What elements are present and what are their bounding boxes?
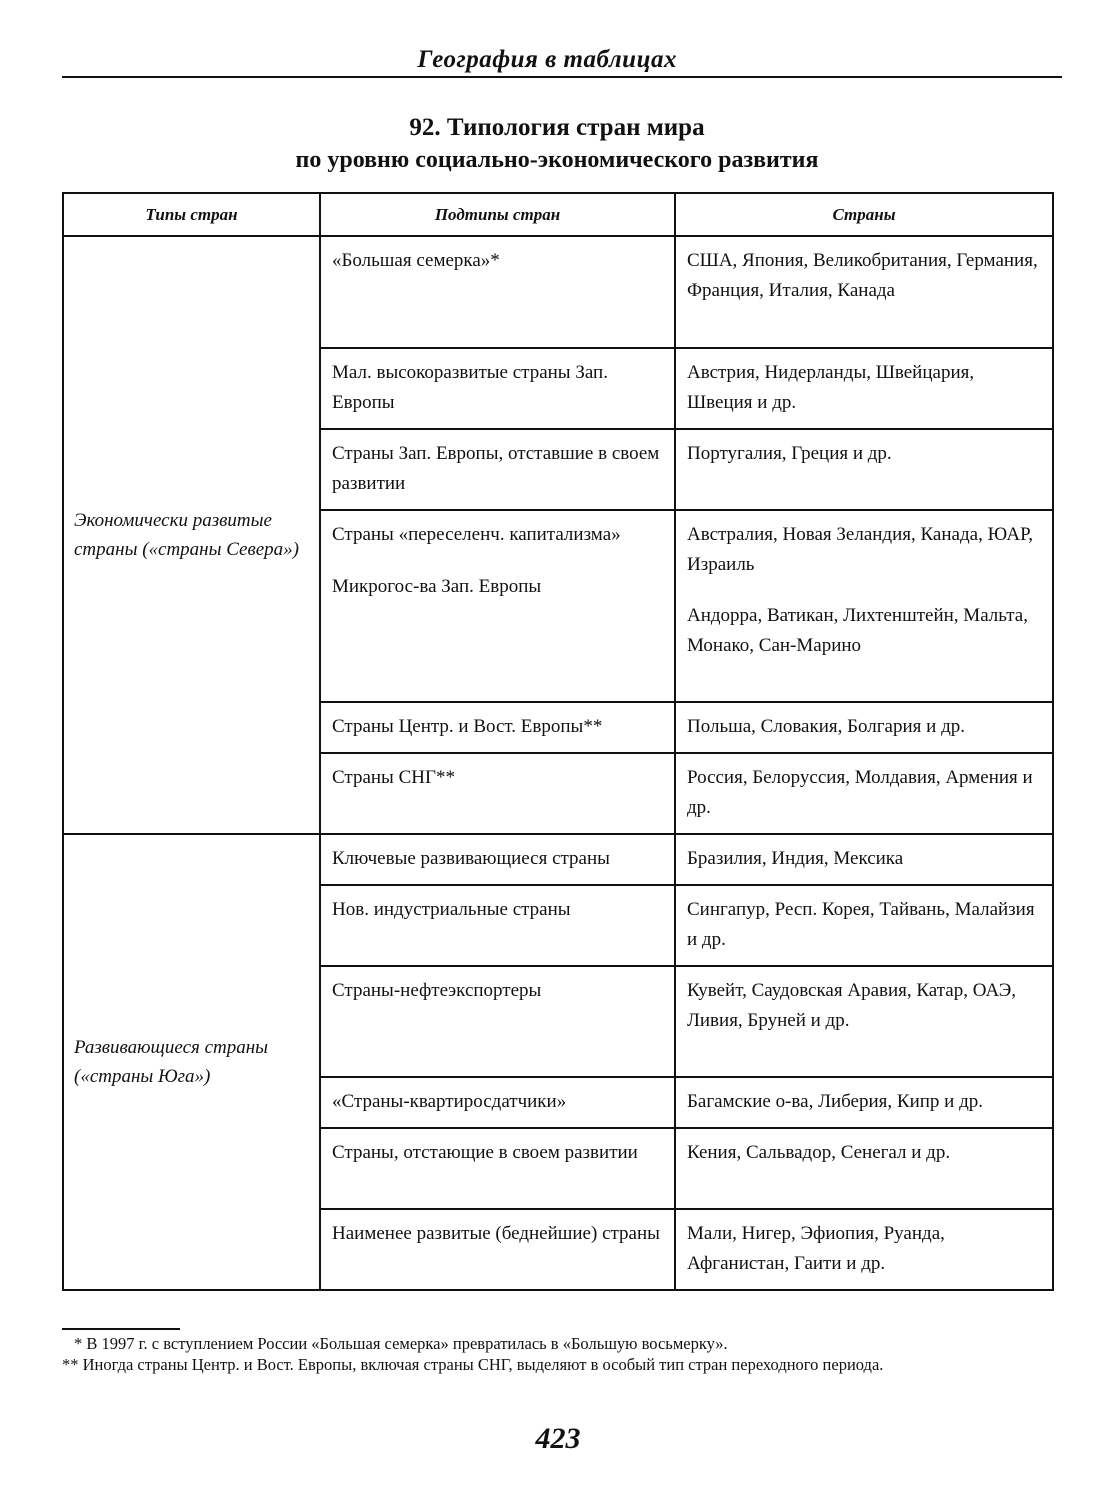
table-row bbox=[63, 236, 1053, 348]
table-header-row bbox=[63, 193, 1053, 236]
column-header-types: Типы стран bbox=[63, 193, 320, 236]
subtype-cell: Наименее развитые (беднейшие) страны bbox=[320, 1209, 675, 1290]
page-title-line-1: 92. Типология стран мира bbox=[409, 114, 705, 141]
countries-text: Андорра, Ватикан, Лихтенштейн, Мальта, Монако, Сан-Марино bbox=[687, 605, 1028, 656]
subtype-cell: Мал. высокоразвитые страны Зап. Европы bbox=[320, 348, 675, 429]
subtype-cell: Страны Зап. Европы, отставшие в своем развитии bbox=[320, 429, 675, 510]
countries-cell: Польша, Словакия, Болгария и др. bbox=[675, 702, 1053, 753]
column-header-subtypes: Подтипы стран bbox=[320, 193, 675, 236]
page-number: 423 bbox=[535, 1422, 581, 1455]
subtype-cell: Страны-нефтеэкспортеры bbox=[320, 966, 675, 1077]
countries-cell: Кения, Сальвадор, Сенегал и др. bbox=[675, 1128, 1053, 1209]
footnotes bbox=[62, 1333, 1042, 1375]
countries-cell: Бразилия, Индия, Мексика bbox=[675, 834, 1053, 885]
table-row bbox=[63, 834, 1053, 885]
countries-cell: Россия, Белоруссия, Молдавия, Армения и др. bbox=[675, 753, 1053, 834]
subtype-cell: Страны СНГ** bbox=[320, 753, 675, 834]
footnote-2: ** Иногда страны Центр. и Вост. Европы, включая страны СНГ, выделяют в особый тип стран переходного периода. bbox=[62, 1355, 884, 1374]
countries-cell bbox=[675, 510, 1053, 702]
countries-text: Австралия, Новая Зеландия, Канада, ЮАР, Израиль bbox=[687, 524, 1034, 575]
subtype-text: Микрогос-ва Зап. Европы bbox=[332, 575, 542, 597]
typology-table bbox=[62, 192, 1054, 1291]
subtype-cell: «Большая семерка»* bbox=[320, 236, 675, 348]
type-developed-countries: Экономически развитые страны («страны Севера») bbox=[63, 236, 320, 834]
subtype-cell: Страны, отстающие в своем развитии bbox=[320, 1128, 675, 1209]
subtype-text: Страны «переселенч. капитализма» bbox=[332, 524, 621, 545]
countries-cell: Багамские о-ва, Либерия, Кипр и др. bbox=[675, 1077, 1053, 1128]
type-developing-countries: Развивающиеся страны («страны Юга») bbox=[63, 834, 320, 1290]
subtype-cell bbox=[320, 510, 675, 702]
countries-cell: США, Япония, Великобритания, Германия, Франция, Италия, Канада bbox=[675, 236, 1053, 348]
footnote-divider bbox=[62, 1328, 180, 1330]
subtype-cell: «Страны-квартиросдатчики» bbox=[320, 1077, 675, 1128]
subtype-cell: Ключевые развивающиеся страны bbox=[320, 834, 675, 885]
subtype-cell: Страны Центр. и Вост. Европы** bbox=[320, 702, 675, 753]
running-title: География в таблицах bbox=[417, 46, 677, 73]
countries-cell: Сингапур, Респ. Корея, Тайвань, Малайзия и др. bbox=[675, 885, 1053, 966]
countries-cell: Мали, Нигер, Эфиопия, Руанда, Афганистан, Гаити и др. bbox=[675, 1209, 1053, 1290]
countries-cell: Португалия, Греция и др. bbox=[675, 429, 1053, 510]
column-header-countries: Страны bbox=[675, 193, 1053, 236]
subtype-cell: Нов. индустриальные страны bbox=[320, 885, 675, 966]
page-title-line-2: по уровню социально-экономического развития bbox=[295, 147, 819, 173]
countries-cell: Кувейт, Саудовская Аравия, Катар, ОАЭ, Ливия, Бруней и др. bbox=[675, 966, 1053, 1077]
countries-cell: Австрия, Нидерланды, Швейцария, Швеция и др. bbox=[675, 348, 1053, 429]
running-header bbox=[62, 44, 1062, 78]
footnote-1: * В 1997 г. с вступлением России «Большая семерка» превратилась в «Большую восьмерку». bbox=[74, 1334, 728, 1353]
